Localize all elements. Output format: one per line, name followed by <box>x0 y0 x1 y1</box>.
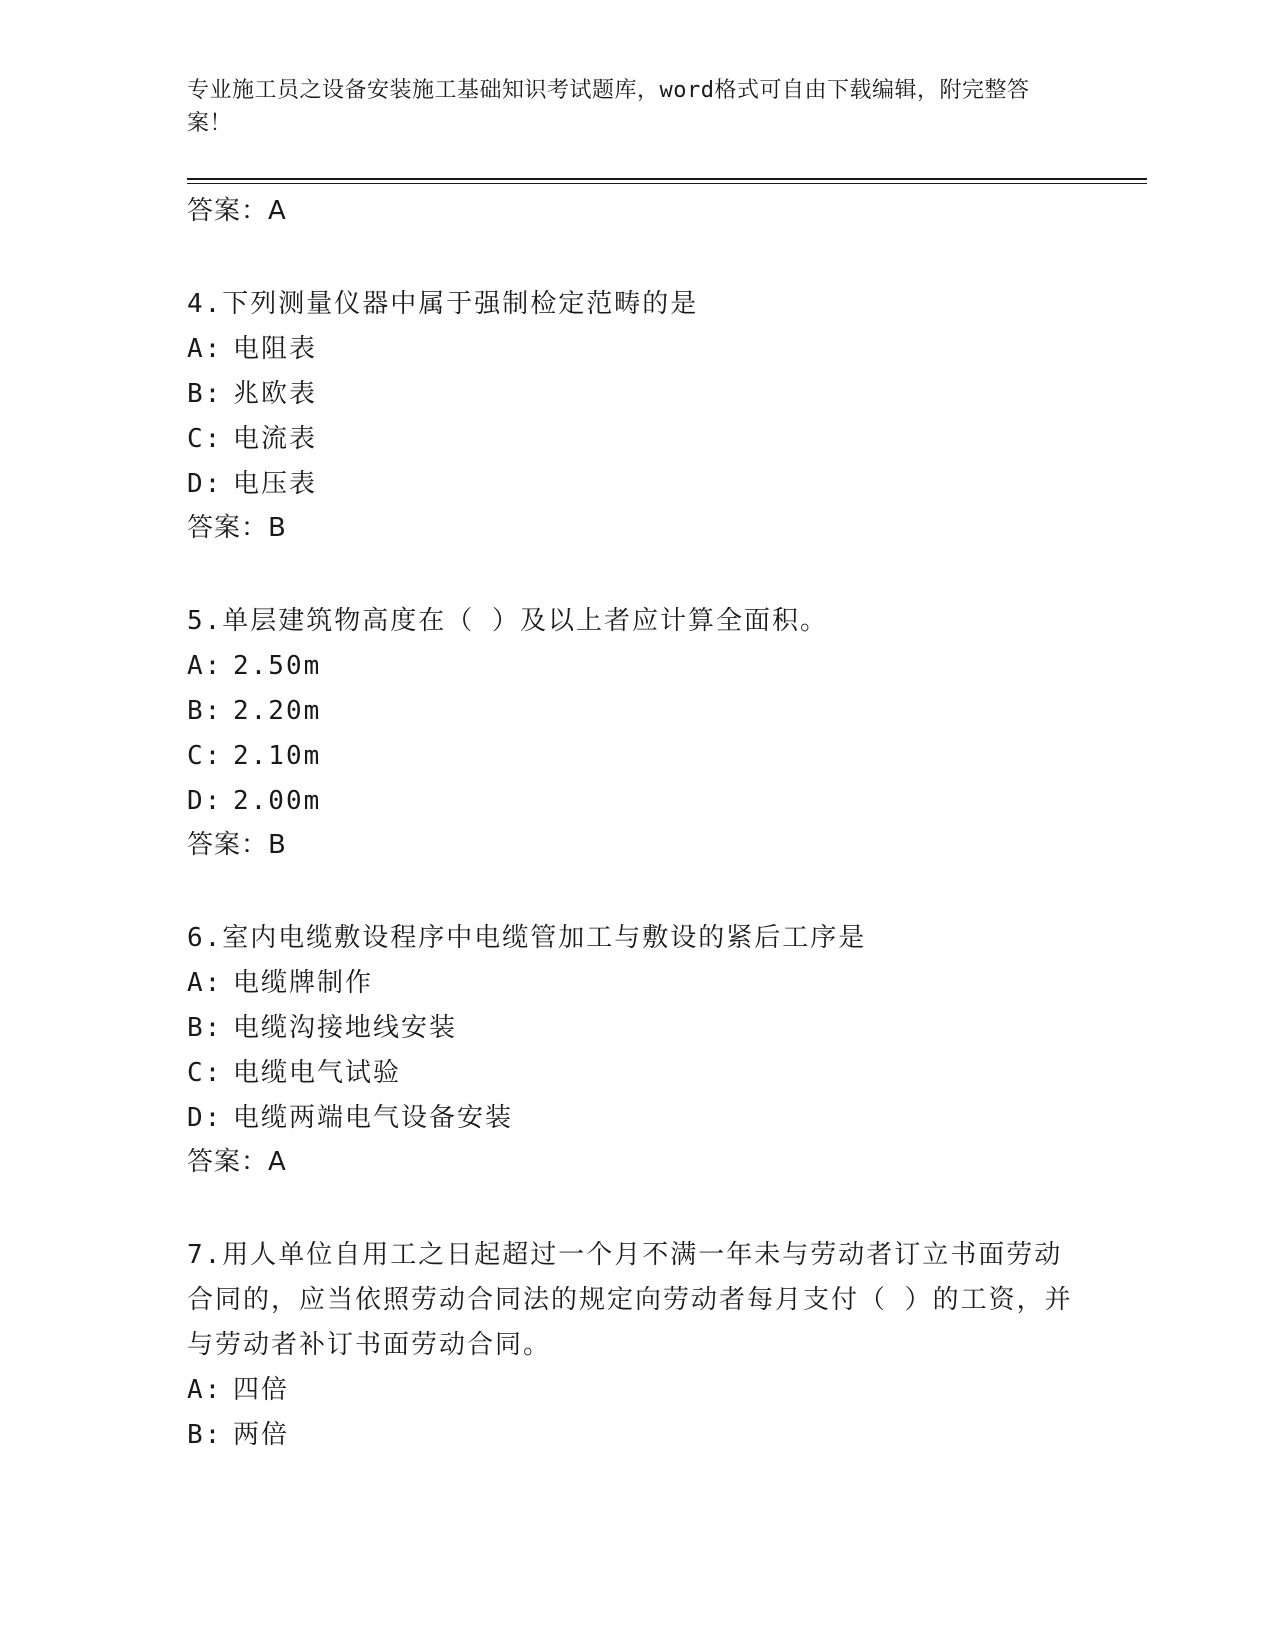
option-b <box>187 1413 1087 1458</box>
option-b <box>187 1006 1087 1051</box>
option-text: 电缆电气试验 <box>233 1058 402 1088</box>
option-text: 2.50m <box>233 651 322 681</box>
option-d <box>187 1096 1087 1141</box>
option-text: 2.10m <box>233 741 322 771</box>
option-text: 电压表 <box>233 469 318 499</box>
option-text: 2.20m <box>233 696 322 726</box>
question-block <box>187 916 1087 1183</box>
option-b <box>187 372 1087 417</box>
option-text: 电缆牌制作 <box>233 968 374 998</box>
answer-line: 答案：A <box>187 196 287 226</box>
option-text: 电阻表 <box>233 334 318 364</box>
option-label: C: <box>187 741 223 771</box>
option-c <box>187 1051 1087 1096</box>
option-text: 电流表 <box>233 424 318 454</box>
option-text: 兆欧表 <box>233 379 318 409</box>
option-label: D: <box>187 469 223 499</box>
option-text: 四倍 <box>233 1375 290 1405</box>
option-a <box>187 1368 1087 1413</box>
option-a <box>187 327 1087 372</box>
option-label: B: <box>187 379 223 409</box>
option-label: A: <box>187 334 223 364</box>
header-divider-thick <box>187 178 1147 180</box>
question-block <box>187 1233 1087 1458</box>
question-text: 5.单层建筑物高度在（ ）及以上者应计算全面积。 <box>187 606 828 636</box>
question-text: 7.用人单位自用工之日起超过一个月不满一年未与劳动者订立书面劳动合同的，应当依照劳动合同法的规定向劳动者每月支付（ ）的工资，并与劳动者补订书面劳动合同。 <box>187 1240 1073 1360</box>
option-text: 2.00m <box>233 786 322 816</box>
header-divider-thin <box>187 183 1147 184</box>
option-d <box>187 462 1087 507</box>
question-list <box>187 190 1087 1458</box>
option-text: 两倍 <box>233 1420 290 1450</box>
option-c <box>187 734 1087 779</box>
answer-line: 答案：B <box>187 830 287 860</box>
option-label: B: <box>187 1420 223 1450</box>
option-d <box>187 779 1087 824</box>
option-c <box>187 417 1087 462</box>
option-label: B: <box>187 1013 223 1043</box>
question-block <box>187 282 1087 549</box>
option-label: A: <box>187 968 223 998</box>
answer-line: 答案：A <box>187 1147 287 1177</box>
option-text: 电缆两端电气设备安装 <box>233 1103 514 1133</box>
option-label: D: <box>187 1103 223 1133</box>
answer-line: 答案：B <box>187 513 287 543</box>
option-text: 电缆沟接地线安装 <box>233 1013 458 1043</box>
question-block <box>187 599 1087 866</box>
option-a <box>187 644 1087 689</box>
question-text: 6.室内电缆敷设程序中电缆管加工与敷设的紧后工序是 <box>187 923 867 953</box>
option-label: A: <box>187 1375 223 1405</box>
option-label: B: <box>187 696 223 726</box>
option-label: C: <box>187 424 223 454</box>
document-header: 专业施工员之设备安装施工基础知识考试题库，word格式可自由下载编辑，附完整答案！ <box>187 78 1030 136</box>
question-text: 4.下列测量仪器中属于强制检定范畴的是 <box>187 289 699 319</box>
option-label: A: <box>187 651 223 681</box>
option-label: D: <box>187 786 223 816</box>
option-b <box>187 689 1087 734</box>
option-label: C: <box>187 1058 223 1088</box>
option-a <box>187 961 1087 1006</box>
